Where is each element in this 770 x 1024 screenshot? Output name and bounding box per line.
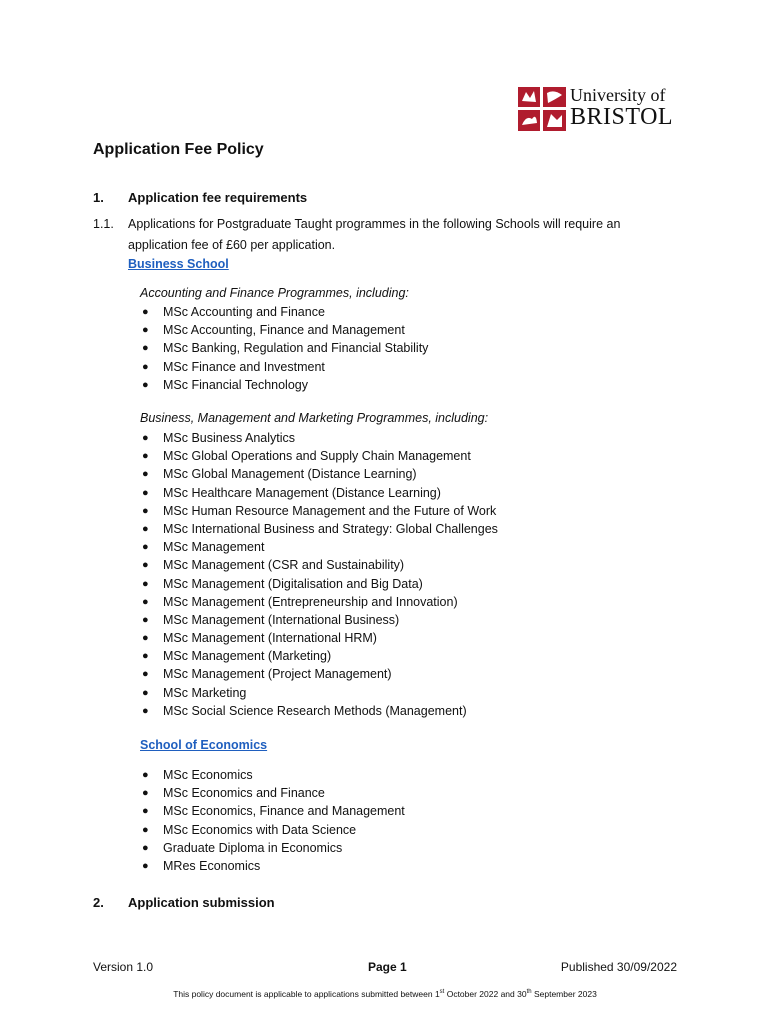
bullet-icon: ● xyxy=(142,805,149,818)
list-item-text: MSc Management (Digitalisation and Big Data) xyxy=(163,576,423,591)
bullet-icon: ● xyxy=(142,450,149,463)
bullet-icon: ● xyxy=(142,841,149,854)
bullet-icon: ● xyxy=(142,577,149,590)
note-text: September 2023 xyxy=(531,989,597,999)
bullet-icon: ● xyxy=(142,769,149,781)
logo-line-university: University of xyxy=(570,85,666,105)
list-item xyxy=(140,376,428,394)
list-item-text: MSc Economics and Finance xyxy=(163,786,325,801)
list-item xyxy=(140,358,428,376)
list-item xyxy=(140,593,498,611)
list-item-text: MSc Finance and Investment xyxy=(163,359,325,374)
bullet-icon: ● xyxy=(142,541,149,554)
footer-published-date: Published 30/09/2022 xyxy=(560,960,677,974)
list-item xyxy=(140,465,498,483)
bullet-icon: ● xyxy=(142,486,149,499)
footer-applicability-note xyxy=(0,989,770,999)
list-item-text: MRes Economics xyxy=(163,858,261,873)
bullet-icon: ● xyxy=(142,595,149,608)
footer-version: Version 1.0 xyxy=(93,960,154,974)
list-item xyxy=(140,538,498,556)
list-item-text: MSc Social Science Research Methods (Management) xyxy=(163,703,467,718)
logo-wordmark xyxy=(570,85,673,129)
list-item-text: MSc Human Resource Management and the Future of Work xyxy=(163,503,497,518)
list-item-text: MSc Management (Marketing) xyxy=(163,649,332,664)
list-item-text: Graduate Diploma in Economics xyxy=(163,840,343,855)
business-management-list xyxy=(140,429,498,720)
list-item xyxy=(140,702,498,720)
school-of-economics-link[interactable]: School of Economics xyxy=(140,738,268,752)
university-logo xyxy=(518,85,680,135)
bullet-icon: ● xyxy=(142,859,149,872)
list-item xyxy=(140,821,405,839)
bullet-icon: ● xyxy=(142,378,149,391)
list-item xyxy=(140,502,498,520)
list-item-text: MSc Financial Technology xyxy=(163,377,308,392)
list-item-text: MSc Economics with Data Science xyxy=(163,822,357,837)
bullet-icon: ● xyxy=(142,650,149,663)
list-item xyxy=(140,839,405,857)
list-item xyxy=(140,321,428,339)
list-item xyxy=(140,802,405,820)
note-superscript: st xyxy=(439,989,445,996)
list-item xyxy=(140,684,498,702)
business-school-link[interactable]: Business School xyxy=(128,257,229,271)
list-item xyxy=(140,303,428,321)
list-item xyxy=(140,484,498,502)
list-item xyxy=(140,665,498,683)
list-item-text: MSc Management (International Business) xyxy=(163,612,400,627)
list-item-text: MSc Global Operations and Supply Chain Management xyxy=(163,449,471,464)
list-item xyxy=(140,339,428,357)
bullet-icon: ● xyxy=(142,504,149,517)
accounting-finance-group-title: Accounting and Finance Programmes, including: xyxy=(140,286,409,300)
list-item xyxy=(140,766,405,784)
list-item-text: MSc Accounting and Finance xyxy=(163,305,325,319)
list-item xyxy=(140,575,498,593)
list-item-text: MSc Economics xyxy=(163,768,253,782)
bullet-icon: ● xyxy=(142,787,149,800)
bullet-icon: ● xyxy=(142,360,149,373)
note-text: October 2022 and 30 xyxy=(444,989,527,999)
list-item-text: MSc Management xyxy=(163,540,265,555)
bullet-icon: ● xyxy=(142,522,149,535)
list-item xyxy=(140,629,498,647)
list-item-text: MSc Accounting, Finance and Management xyxy=(163,323,405,338)
list-item-text: MSc Management (Project Management) xyxy=(163,667,392,682)
accounting-finance-list xyxy=(140,303,428,394)
list-item-text: MSc Management (International HRM) xyxy=(163,631,377,646)
section-title: Application fee requirements xyxy=(128,190,308,205)
list-item xyxy=(140,556,498,574)
business-management-group-title: Business, Management and Marketing Programmes, including: xyxy=(140,411,489,425)
list-item-text: MSc Business Analytics xyxy=(163,431,295,445)
bullet-icon: ● xyxy=(142,468,149,481)
list-item-text: MSc Economics, Finance and Management xyxy=(163,804,405,819)
bullet-icon: ● xyxy=(142,704,149,717)
bullet-icon: ● xyxy=(142,306,149,318)
list-item-text: MSc International Business and Strategy: Global Challenges xyxy=(163,521,498,536)
section-number: 1. xyxy=(93,190,104,205)
list-item-text: MSc Global Management (Distance Learning) xyxy=(163,467,417,482)
economics-list xyxy=(140,766,405,875)
bullet-icon: ● xyxy=(142,668,149,681)
list-item xyxy=(140,429,498,447)
crest-icon xyxy=(518,87,566,131)
list-item-text: MSc Banking, Regulation and Financial Stability xyxy=(163,341,429,356)
bullet-icon: ● xyxy=(142,324,149,337)
logo-line-bristol: BRISTOL xyxy=(570,104,674,130)
bullet-icon: ● xyxy=(142,432,149,444)
note-superscript: th xyxy=(526,989,532,996)
list-item xyxy=(140,647,498,665)
paragraph-number: 1.1. xyxy=(93,217,114,231)
footer-page-number: Page 1 xyxy=(368,960,407,974)
list-item-text: MSc Marketing xyxy=(163,685,247,700)
bullet-icon: ● xyxy=(142,632,149,645)
bullet-icon: ● xyxy=(142,559,149,572)
bullet-icon: ● xyxy=(142,613,149,626)
bullet-icon: ● xyxy=(142,342,149,355)
document-title: Application Fee Policy xyxy=(93,141,264,158)
list-item xyxy=(140,857,405,875)
paragraph-text: Applications for Postgraduate Taught programmes in the following Schools will require an application fee of £60 per application. xyxy=(128,217,621,252)
list-item xyxy=(140,447,498,465)
list-item xyxy=(140,520,498,538)
section-title: Application submission xyxy=(128,895,275,910)
bullet-icon: ● xyxy=(142,686,149,699)
bullet-icon: ● xyxy=(142,823,149,836)
list-item-text: MSc Management (CSR and Sustainability) xyxy=(163,558,405,573)
list-item-text: MSc Management (Entrepreneurship and Innovation) xyxy=(163,594,458,609)
note-text: This policy document is applicable to applications submitted between 1 xyxy=(173,989,440,999)
section-number: 2. xyxy=(93,895,104,910)
list-item xyxy=(140,611,498,629)
list-item xyxy=(140,784,405,802)
list-item-text: MSc Healthcare Management (Distance Learning) xyxy=(163,485,441,500)
